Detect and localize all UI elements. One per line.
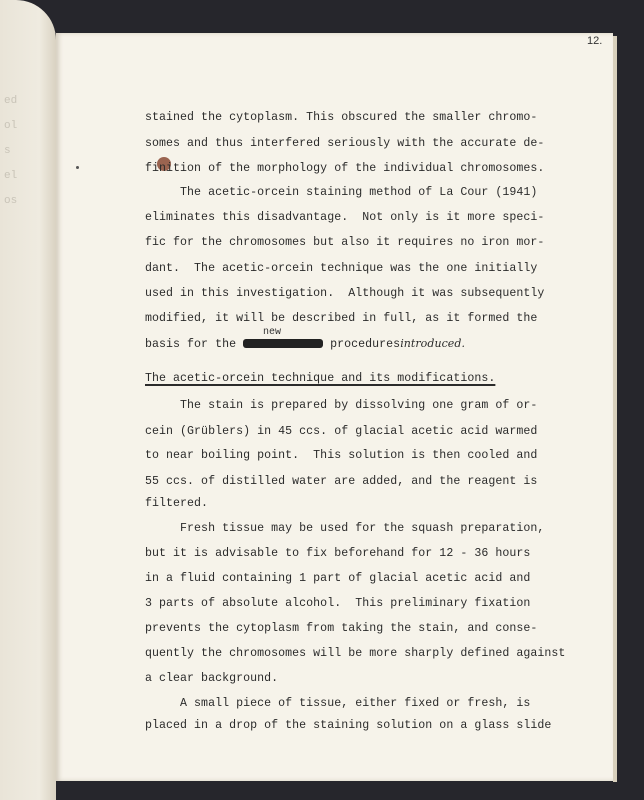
handwritten-insertion: new xyxy=(263,327,282,338)
text-line: somes and thus interfered seriously with the accurate de- xyxy=(145,137,545,150)
text-line: prevents the cytoplasm from taking the stain, and conse- xyxy=(145,622,538,635)
left-page-edge xyxy=(0,0,56,800)
text-line: dant. The acetic-orcein technique was the one initially xyxy=(145,262,538,275)
left-page-fragment: s xyxy=(4,145,11,157)
text-line xyxy=(145,337,465,351)
text-line: 55 ccs. of distilled water are added, and the reagent is xyxy=(145,475,538,488)
text-line: finition of the morphology of the individual chromosomes. xyxy=(145,162,545,175)
left-page-fragment: ol xyxy=(4,120,18,132)
text-line: modified, it will be described in full, as it formed the xyxy=(145,312,538,325)
page-edge xyxy=(613,36,617,782)
text-line: in a fluid containing 1 part of glacial acetic acid and xyxy=(145,572,531,585)
left-page-fragment: el xyxy=(4,170,18,182)
text-line: The acetic-orcein staining method of La Cour (1941) xyxy=(145,186,538,199)
left-page-fragment: ed xyxy=(4,95,18,107)
text-line: eliminates this disadvantage. Not only is it more speci- xyxy=(145,211,545,224)
text-line: The stain is prepared by dissolving one gram of or- xyxy=(145,399,538,412)
text-line: used in this investigation. Although it was subsequently xyxy=(145,287,545,300)
text-line: a clear background. xyxy=(145,672,279,685)
text-line: Fresh tissue may be used for the squash preparation, xyxy=(145,522,545,535)
page-number: 12. xyxy=(587,35,603,47)
ink-dot xyxy=(76,166,79,169)
text-line: filtered. xyxy=(145,497,209,510)
text-line: cein (Grüblers) in 45 ccs. of glacial acetic acid warmed xyxy=(145,425,538,438)
text-line: 3 parts of absolute alcohol. This preliminary fixation xyxy=(145,597,531,610)
text-segment: procedures xyxy=(323,338,401,351)
struck-out-word xyxy=(243,339,323,348)
text-line: fic for the chromosomes but also it requires no iron mor- xyxy=(145,236,545,249)
handwritten-text: introduced. xyxy=(400,337,465,350)
text-line: quently the chromosomes will be more sharply defined against xyxy=(145,647,566,660)
left-page-fragment: os xyxy=(4,195,18,207)
text-line: but it is advisable to fix beforehand for 12 - 36 hours xyxy=(145,547,531,560)
text-line: A small piece of tissue, either fixed or fresh, is xyxy=(145,697,531,710)
text-line: stained the cytoplasm. This obscured the smaller chromo- xyxy=(145,111,538,124)
text-segment: basis for the xyxy=(145,338,244,351)
text-line: to near boiling point. This solution is then cooled and xyxy=(145,449,538,462)
text-line: placed in a drop of the staining solution on a glass slide xyxy=(145,719,552,732)
section-heading: The acetic-orcein technique and its modifications. xyxy=(145,372,496,385)
